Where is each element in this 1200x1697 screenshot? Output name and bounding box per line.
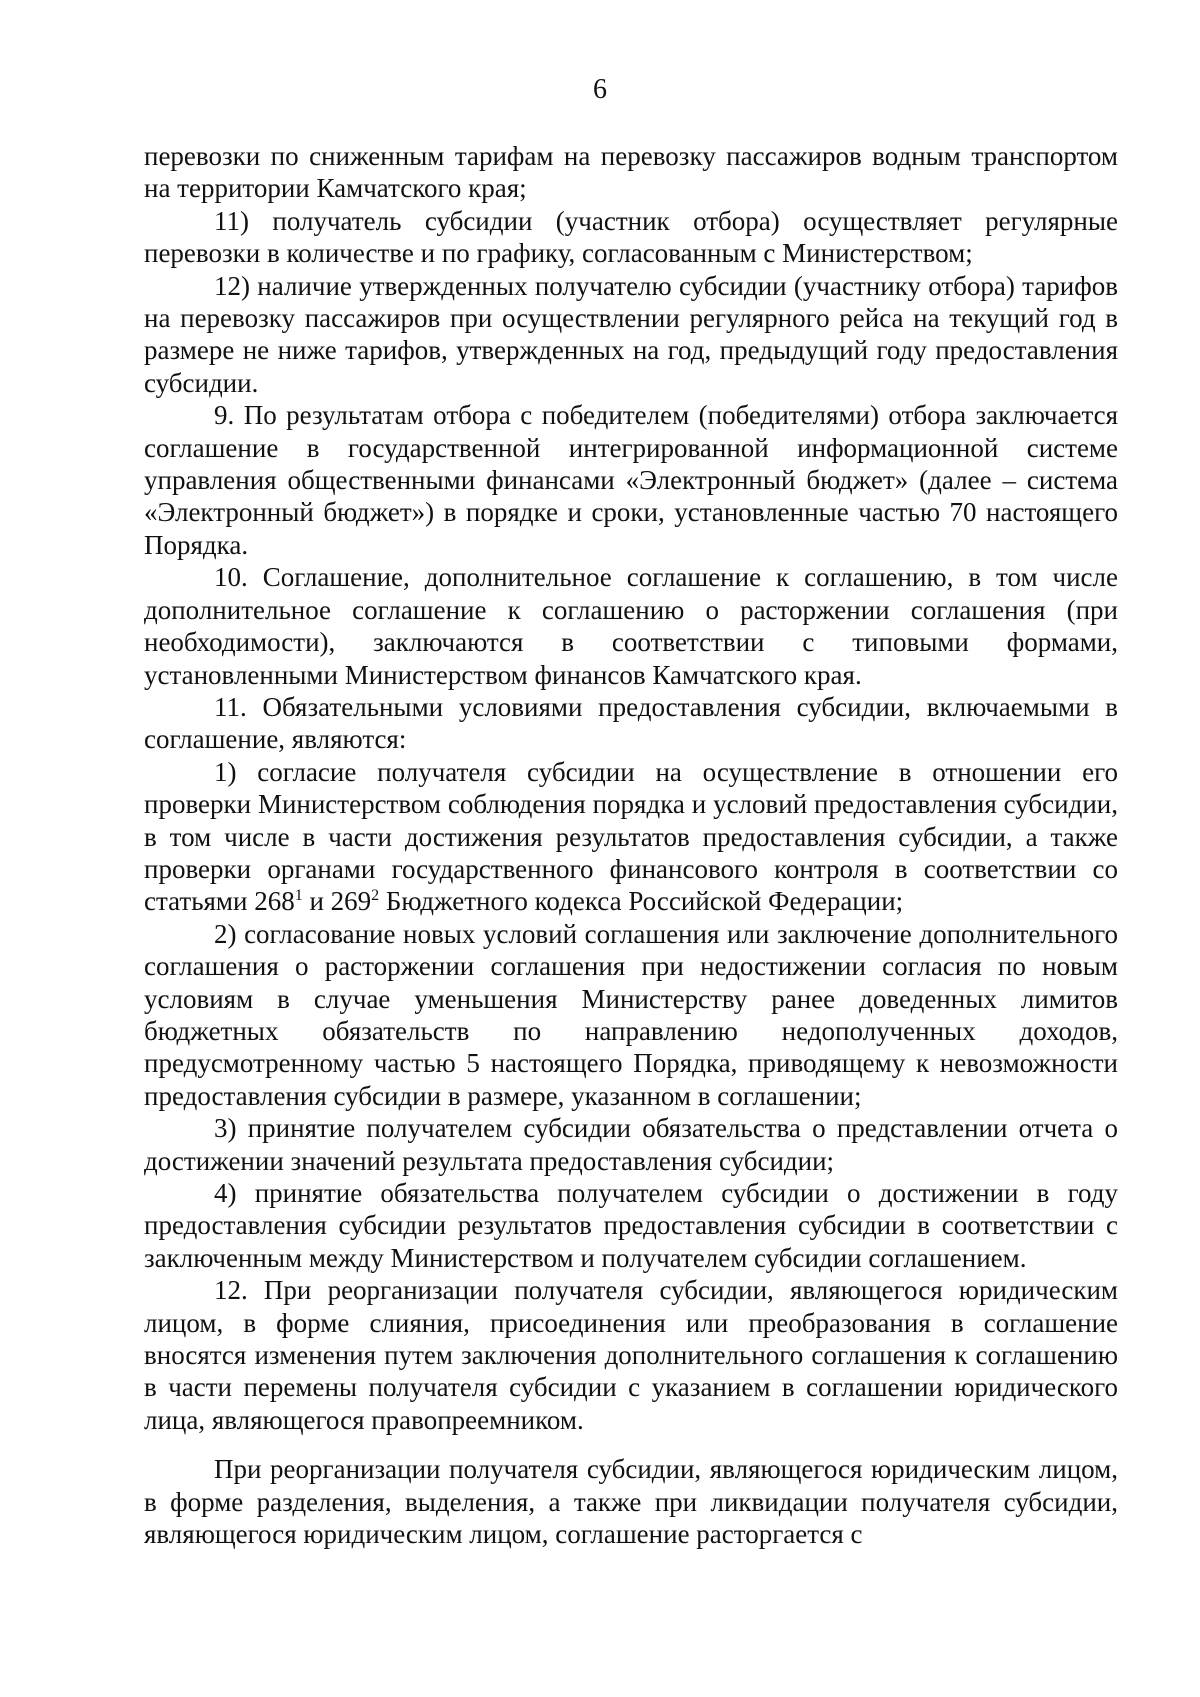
paragraph-condition-1 xyxy=(144,756,1118,918)
paragraph-section-12: 12. При реорганизации получателя субсидии, являющегося юридическим лицом, в форме слияния, присоединения или преобразования в соглашение вносятся изменения путем заключения дополнительного соглашения к соглашению в части перемены получателя субсидии с указанием в соглашении юридического лица, являющегося правопреемником. xyxy=(144,1275,1118,1435)
condition-1-text-after: Бюджетного кодекса Российской Федерации; xyxy=(379,886,904,917)
paragraph-item-11: 11) получатель субсидии (участник отбора) осуществляет регулярные перевозки в количестве и по графику, согласованным с Министерством; xyxy=(144,205,1118,269)
paragraph-continuation: перевозки по сниженным тарифам на перевозку пассажиров водным транспортом на территории Камчатского края; xyxy=(144,141,1118,204)
condition-1-text-before: 1) согласие получателя субсидии на осуществление в отношении его проверки Министерством соблюдения порядка и условий предоставления субсидии, в том числе в части достижения результатов предоставления субсидии, а также проверки органами государственного финансового контроля в соответствии со статьями 268 xyxy=(144,756,1118,917)
paragraph-item-12: 12) наличие утвержденных получателю субсидии (участнику отбора) тарифов на перевозку пассажиров при осуществлении регулярного рейса на текущий год в размере не ниже тарифов, утвержденных на год, предыдущий году предоставления субсидии. xyxy=(144,270,1118,398)
paragraph-reorganization: При реорганизации получателя субсидии, являющегося юридическим лицом, в форме разделения, выделения, а также при ликвидации получателя субсидии, являющегося юридическим лицом, соглашение расторгается с xyxy=(144,1454,1118,1550)
superscript-1: 1 xyxy=(294,887,303,905)
document-body xyxy=(144,140,1118,1550)
page-number: 6 xyxy=(593,74,607,105)
paragraph-section-11: 11. Обязательными условиями предоставления субсидии, включаемыми в соглашение, являются: xyxy=(144,691,1118,755)
paragraph-condition-4: 4) принятие обязательства получателем субсидии о достижении в году предоставления субсидии результатов предоставления субсидии в соответствии с заключенным между Министерством и получателем субсидии соглашением. xyxy=(144,1178,1118,1273)
condition-1-text-middle: и 269 xyxy=(302,886,372,917)
paragraph-condition-2: 2) согласование новых условий соглашения или заключение дополнительного соглашения о расторжении соглашения при недостижении согласия по новым условиям в случае уменьшения Министерству ранее доведенных лимитов бюджетных обязательств по направлению недополученных доходов, предусмотренному частью 5 настоящего Порядка, приводящему к невозможности предоставления субсидии в размере, указанном в соглашении; xyxy=(144,918,1118,1111)
paragraph-section-9: 9. По результатам отбора с победителем (победителями) отбора заключается соглашение в государственной интегрированной информационной системе управления общественными финансами «Электронный бюджет» (далее – система «Электронный бюджет») в порядке и сроки, установленные частью 70 настоящего Порядка. xyxy=(144,400,1118,560)
paragraph-condition-3: 3) принятие получателем субсидии обязательства о представлении отчета о достижении значений результата предоставления субсидии; xyxy=(144,1113,1118,1176)
paragraph-section-10: 10. Соглашение, дополнительное соглашение к соглашению, в том числе дополнительное соглашение к соглашению о расторжении соглашения (при необходимости), заключаются в соответствии с типовыми формами, установленными Министерством финансов Камчатского края. xyxy=(144,562,1118,690)
superscript-2: 2 xyxy=(371,887,380,905)
